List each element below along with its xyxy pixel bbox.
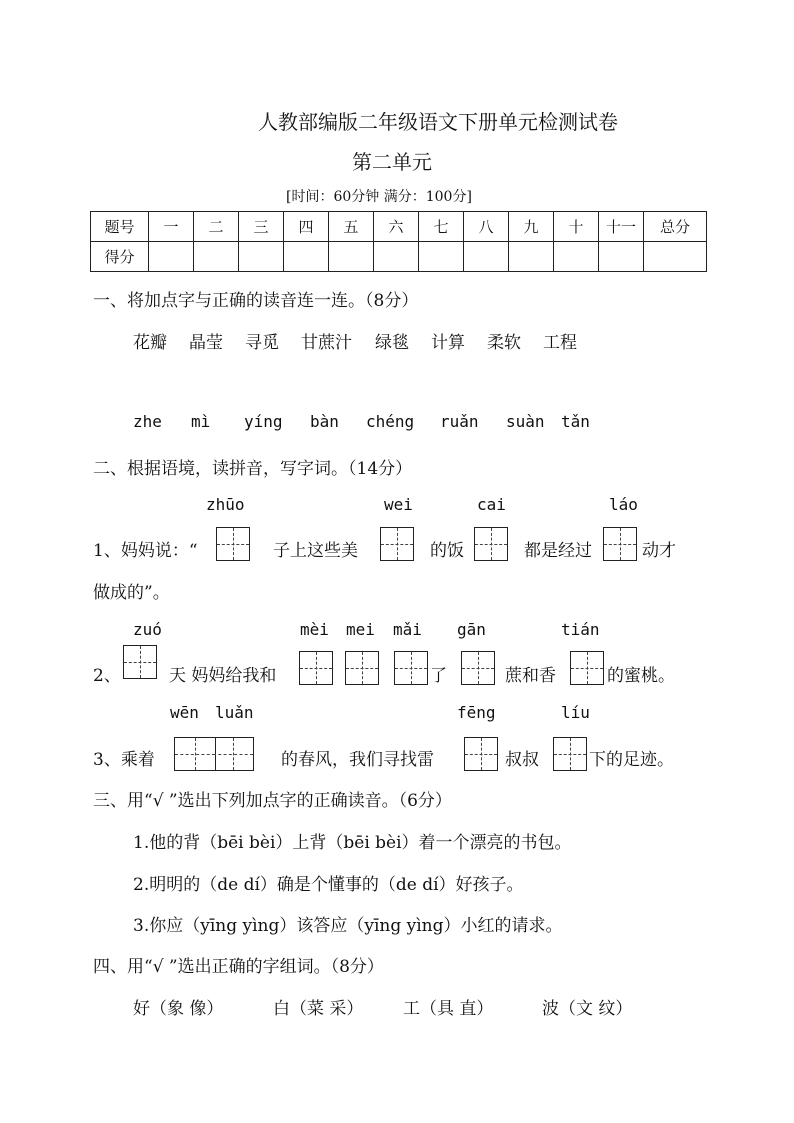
score-input-cell[interactable] [644, 242, 707, 272]
score-input-cell[interactable] [329, 242, 374, 272]
s3-pinyin: luǎn [215, 703, 254, 722]
writing-box[interactable] [461, 651, 495, 685]
writing-box[interactable] [123, 645, 157, 679]
score-input-cell[interactable] [149, 242, 194, 272]
writing-box[interactable] [216, 527, 250, 561]
q1-pinyin: mì [191, 412, 211, 431]
score-input-cell[interactable] [284, 242, 329, 272]
table-cell: 五 [329, 212, 374, 242]
s2-text: 了 [430, 666, 447, 686]
unit-title: 第二单元 [352, 150, 432, 174]
writing-box[interactable] [380, 527, 414, 561]
q2-heading: 二、根据语境，读拼音，写字词。（14分） [93, 459, 413, 479]
q4-item: 波（文 纹） [542, 999, 633, 1019]
q3-item: 3.你应（yīng yìng）该答应（yīng yìng）小红的请求。 [133, 916, 563, 936]
table-row [91, 212, 707, 242]
q1-word: 甘蔗汁 [301, 333, 352, 353]
s1-text: 都是经过 [524, 541, 592, 561]
q1-word: 花瓣 [133, 333, 167, 353]
exam-info: [时间：60分钟 满分：100分] [286, 189, 472, 205]
writing-box[interactable] [299, 651, 333, 685]
s3-text: 下的足迹。 [589, 750, 674, 770]
table-cell: 三 [239, 212, 284, 242]
table-cell: 十一 [599, 212, 644, 242]
table-cell: 九 [509, 212, 554, 242]
table-cell: 六 [374, 212, 419, 242]
writing-box[interactable] [394, 651, 428, 685]
score-table [90, 211, 707, 272]
table-cell: 二 [194, 212, 239, 242]
score-input-cell[interactable] [419, 242, 464, 272]
table-row [91, 242, 707, 272]
s3-pinyin: wēn [170, 703, 199, 722]
writing-box-double[interactable] [174, 737, 254, 771]
q1-heading: 一、将加点字与正确的读音连一连。（8分） [93, 291, 419, 311]
score-input-cell[interactable] [599, 242, 644, 272]
table-cell: 七 [419, 212, 464, 242]
score-input-cell[interactable] [554, 242, 599, 272]
table-cell: 得分 [91, 242, 149, 272]
q3-item: 1.他的背（bēi bèi）上背（bēi bèi）着一个漂亮的书包。 [133, 833, 572, 853]
score-input-cell[interactable] [464, 242, 509, 272]
q1-word: 柔软 [487, 333, 521, 353]
exam-title: 人教部编版二年级语文下册单元检测试卷 [258, 110, 618, 134]
score-input-cell[interactable] [194, 242, 239, 272]
q1-word: 计算 [431, 333, 465, 353]
s1-text: 做成的”。 [93, 583, 170, 603]
table-cell: 八 [464, 212, 509, 242]
s1-text: 1、妈妈说：“ [93, 541, 198, 561]
s2-text: 天 妈妈给我和 [169, 666, 277, 686]
s2-pinyin: mǎi [393, 620, 422, 639]
s1-text: 子上这些美 [273, 541, 358, 561]
s2-pinyin: mei [346, 620, 375, 639]
s3-text: 的春风，我们寻找雷 [281, 750, 434, 770]
s2-pinyin: mèi [300, 620, 329, 639]
s2-pinyin: tián [561, 620, 600, 639]
q1-pinyin: chéng [366, 412, 415, 431]
q1-word: 晶莹 [189, 333, 223, 353]
writing-box[interactable] [474, 527, 508, 561]
q1-pinyin: tǎn [561, 412, 590, 431]
q1-pinyin: suàn [506, 412, 545, 431]
q1-word: 工程 [543, 333, 577, 353]
table-cell: 总分 [644, 212, 707, 242]
writing-box[interactable] [464, 737, 498, 771]
s3-text: 3、乘着 [93, 750, 155, 770]
s3-pinyin: líu [561, 703, 590, 722]
table-cell: 十 [554, 212, 599, 242]
table-cell: 四 [284, 212, 329, 242]
writing-box[interactable] [553, 737, 587, 771]
score-input-cell[interactable] [374, 242, 419, 272]
q1-pinyin: yíng [244, 412, 283, 431]
q1-pinyin: bàn [310, 412, 339, 431]
q3-item: 2.明明的（de dí）确是个懂事的（de dí）好孩子。 [133, 875, 524, 895]
q3-heading: 三、用“√ ”选出下列加点字的正确读音。（6分） [93, 791, 452, 811]
q1-word: 绿毯 [375, 333, 409, 353]
q1-pinyin: zhe [133, 412, 162, 431]
writing-box-cell[interactable] [175, 738, 216, 770]
score-input-cell[interactable] [509, 242, 554, 272]
score-input-cell[interactable] [239, 242, 284, 272]
q4-item: 工（具 直） [403, 999, 494, 1019]
s1-pinyin: láo [609, 495, 638, 514]
s2-pinyin: zuó [133, 620, 162, 639]
s2-text: 的蜜桃。 [607, 666, 675, 686]
s1-pinyin: cai [477, 495, 506, 514]
writing-box[interactable] [570, 651, 604, 685]
q4-heading: 四、用“√ ”选出正确的字组词。（8分） [93, 957, 384, 977]
writing-box-cell[interactable] [213, 738, 253, 770]
s3-text: 叔叔 [505, 750, 539, 770]
s2-text: 蔗和香 [505, 666, 556, 686]
s1-text: 的饭 [430, 541, 464, 561]
s1-text: 动才 [642, 541, 676, 561]
writing-box[interactable] [603, 527, 637, 561]
q4-item: 白（菜 采） [273, 999, 364, 1019]
q1-word: 寻觅 [245, 333, 279, 353]
table-cell: 一 [149, 212, 194, 242]
s2-text: 2、 [93, 666, 121, 686]
table-cell: 题号 [91, 212, 149, 242]
s2-pinyin: gān [457, 620, 486, 639]
s1-pinyin: zhūo [206, 495, 245, 514]
q1-pinyin: ruǎn [440, 412, 479, 431]
s3-pinyin: fēng [457, 703, 496, 722]
writing-box[interactable] [345, 651, 379, 685]
s1-pinyin: wei [384, 495, 413, 514]
q4-item: 好（象 像） [133, 999, 224, 1019]
